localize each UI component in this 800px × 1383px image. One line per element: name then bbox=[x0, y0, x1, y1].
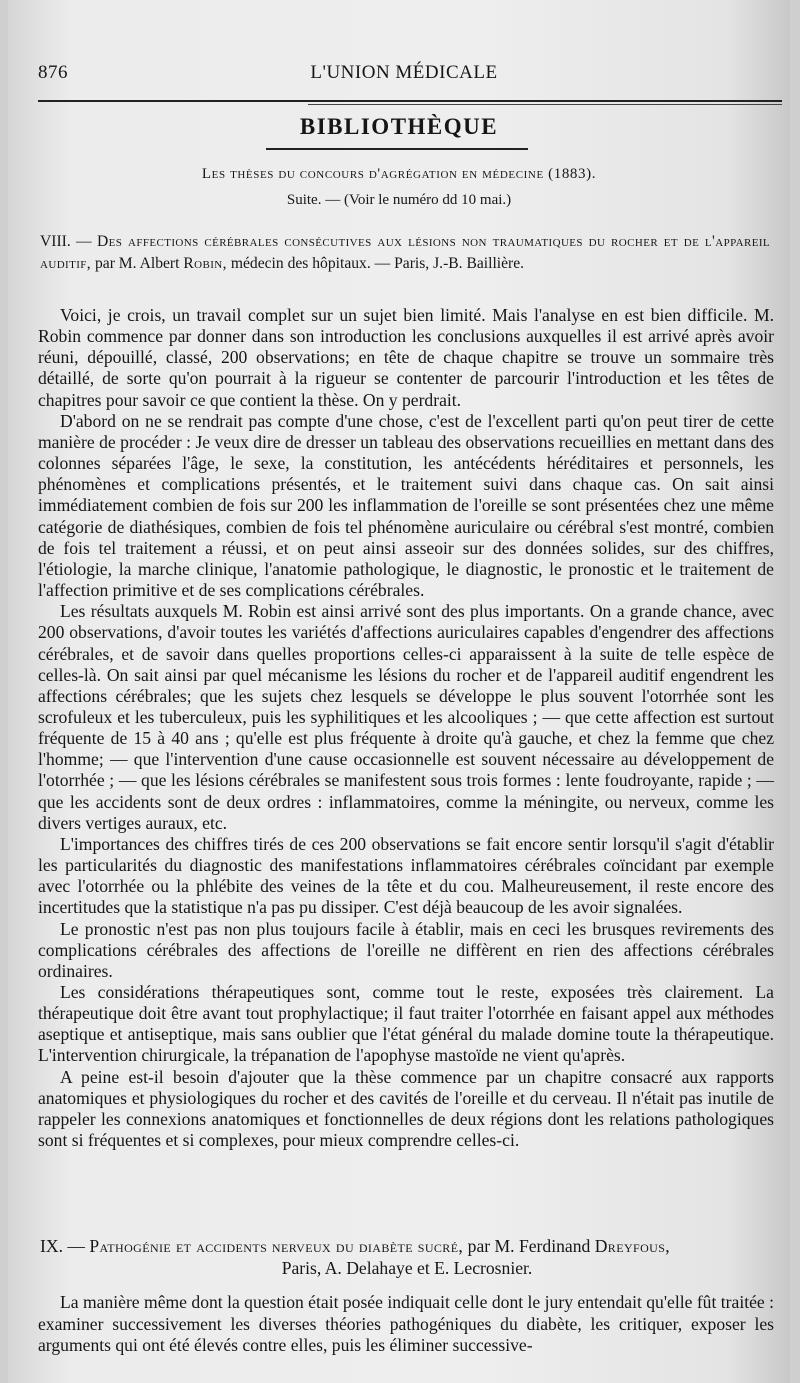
entry-viii-heading bbox=[40, 231, 770, 274]
section-suite-note: Suite. — (Voir le numéro dd 10 mai.) bbox=[286, 192, 512, 208]
paragraph: Voici, je crois, un travail complet sur un sujet bien limité. Mais l'analyse en est bien difficile. M. Robin commence par donner dans son introduction les conclusions auxquelles il est arrivé après avoir réuni, dépouillé, classé, 200 observations; en tête de chaque chapitre se trouve un sommaire très détaillé, de sorte qu'on pourrait à la rigueur se contenter de parcourir l'introduction et les têtes de chapitres pour savoir ce que contient la thèse. On y perdrait. bbox=[38, 305, 774, 410]
entry-viii-title: Des affections cérébrales consécutives aux lésions non traumatiques du rocher et de l'appareil auditif, bbox=[40, 233, 771, 272]
header-rule bbox=[38, 100, 782, 102]
entry-viii-review bbox=[38, 305, 774, 1151]
entry-ix-title: Pathogénie et accidents nerveux du diabète sucré, bbox=[89, 1236, 464, 1256]
entry-viii-number: VIII. — bbox=[40, 233, 92, 250]
entry-ix-number: IX. — bbox=[40, 1236, 85, 1256]
paragraph: Les résultats auxquels M. Robin est ainsi arrivé sont des plus importants. On a grande chance, avec 200 observations, d'avoir toutes les variétés d'affections auriculaires capables d'engendrer des affections cérébrales, et de savoir dans quelles proportions celles-ci apparaissent à la suite de telle espèce de celles-là. On sait ainsi par quel mécanisme les lésions du rocher et de l'appareil auditif engendrent les affections cérébrales; que les sujets chez lesquels se développe le plus souvent l'otorrhée sont les scrofuleux et les tuberculeux, puis les syphilitiques et les alcooliques ; — que cette affection est surtout fréquente de 15 à 40 ans ; qu'elle est plus fréquente à droite qu'à gauche, et chez la femme que chez l'homme; — que l'intervention d'une cause occasionnelle est souvent nécessaire au développement de l'otorrhée ; — que les lésions cérébrales se manifestent sous trois formes : lente foudroyante, rapide ; — que les accidents sont de deux ordres : inflammatoires, comme la méningite, ou nerveux, comme les divers vertiges auraux, etc. bbox=[38, 601, 774, 833]
journal-title: L'UNION MÉDICALE bbox=[310, 62, 498, 83]
entry-viii-author-suffix: médecin des hôpitaux. — Paris, J.-B. Baillière. bbox=[230, 254, 525, 272]
paragraph: D'abord on ne se rendrait pas compte d'une chose, c'est de l'excellent parti qu'on peut tirer de cette manière de procéder : Je veux dire de dresser un tableau des observations recueillies en mettant dans des colonnes séparées l'âge, le sexe, la constitution, les antécédents héréditaires et personnels, les phénomènes et complications présentés, et le traitement suivi dans chaque cas. On sait ainsi immédiatement combien de fois sur 200 les inflammation de l'oreille se sont présentées chez une même catégorie de diathésiques, combien de fois tel phénomène auriculaire ou cérébral s'est montré, combien de fois tel traitement a réussi, et on peut ainsi asseoir sur des données solides, sur des chiffres, l'étiologie, la marche clinique, l'anatomie pathologique, le diagnostic, le pronostic et le traitement de l'affection primitive et de ses complications cérébrales. bbox=[38, 410, 774, 601]
paragraph: L'importances des chiffres tirés de ces 200 observations se fait encore sentir lorsqu'il s'agit d'établir les particularités du diagnostic des manifestations inflammatoires cérébrales coïncidant par exemple avec l'otorrhée ou la phlébite des veines de la tête et du cou. Malheureusement, il reste encore des incertitudes que la statistique n'a pas pu dissiper. C'est déjà beaucoup de les avoir signalées. bbox=[38, 833, 774, 918]
entry-ix-publisher: Paris, A. Delahaye et E. Lecrosnier. bbox=[281, 1257, 533, 1278]
paragraph: Le pronostic n'est pas non plus toujours facile à établir, mais en ceci les brusques revirements des complications cérébrales des affections de l'oreille ne diffèrent en rien des affections cérébrales ordinaires. bbox=[38, 918, 774, 981]
entry-viii-author-name: Robin, bbox=[183, 254, 227, 272]
journal-page bbox=[8, 0, 790, 1383]
entry-ix-title-line bbox=[40, 1236, 774, 1258]
running-head bbox=[38, 62, 770, 90]
entry-ix-heading bbox=[40, 1236, 774, 1279]
section-title: BIBLIOTHÈQUE bbox=[299, 114, 499, 139]
entry-viii-author-prefix: par M. Albert bbox=[95, 254, 180, 272]
section-title-rule bbox=[266, 148, 528, 150]
paragraph: A peine est-il besoin d'ajouter que la thèse commence par un chapitre consacré aux rapports anatomiques et physiologiques du rocher et des cavités de l'oreille et du cerveau. Il n'était pas inutile de rappeler les connexions anatomiques et fonctionnelles de deux régions dont les relations pathologiques sont si fréquentes et si complexes, pour mieux comprendre celles-ci. bbox=[38, 1066, 774, 1151]
section-subtitle: Les thèses du concours d'agrégation en médecine (1883). bbox=[201, 166, 597, 182]
entry-ix-review bbox=[38, 1292, 774, 1357]
paragraph: Les considérations thérapeutiques sont, comme tout le reste, exposées très clairement. La thérapeutique doit être avant tout prophylactique; il faut traiter l'otorrhée en faisant appel aux méthodes aseptique et antiseptique, mais sans oublier que l'état général du malade domine toute la thérapeutique. L'intervention chirurgicale, la trépanation de l'apophyse mastoïde ne vient qu'après. bbox=[38, 982, 774, 1066]
entry-ix-author-prefix: par M. Ferdinand bbox=[467, 1236, 591, 1256]
header-rule-thin bbox=[308, 104, 782, 105]
paragraph: La manière même dont la question était posée indiquait celle dont le jury entendait qu'elle fût traitée : examiner successivement les diverses théories pathogéniques du diabète, les critiquer, exposer les arguments qui ont été élevés contre elles, puis les éliminer successive- bbox=[38, 1292, 774, 1355]
page-number: 876 bbox=[38, 62, 68, 83]
entry-ix-author-name: Dreyfous, bbox=[594, 1236, 671, 1256]
